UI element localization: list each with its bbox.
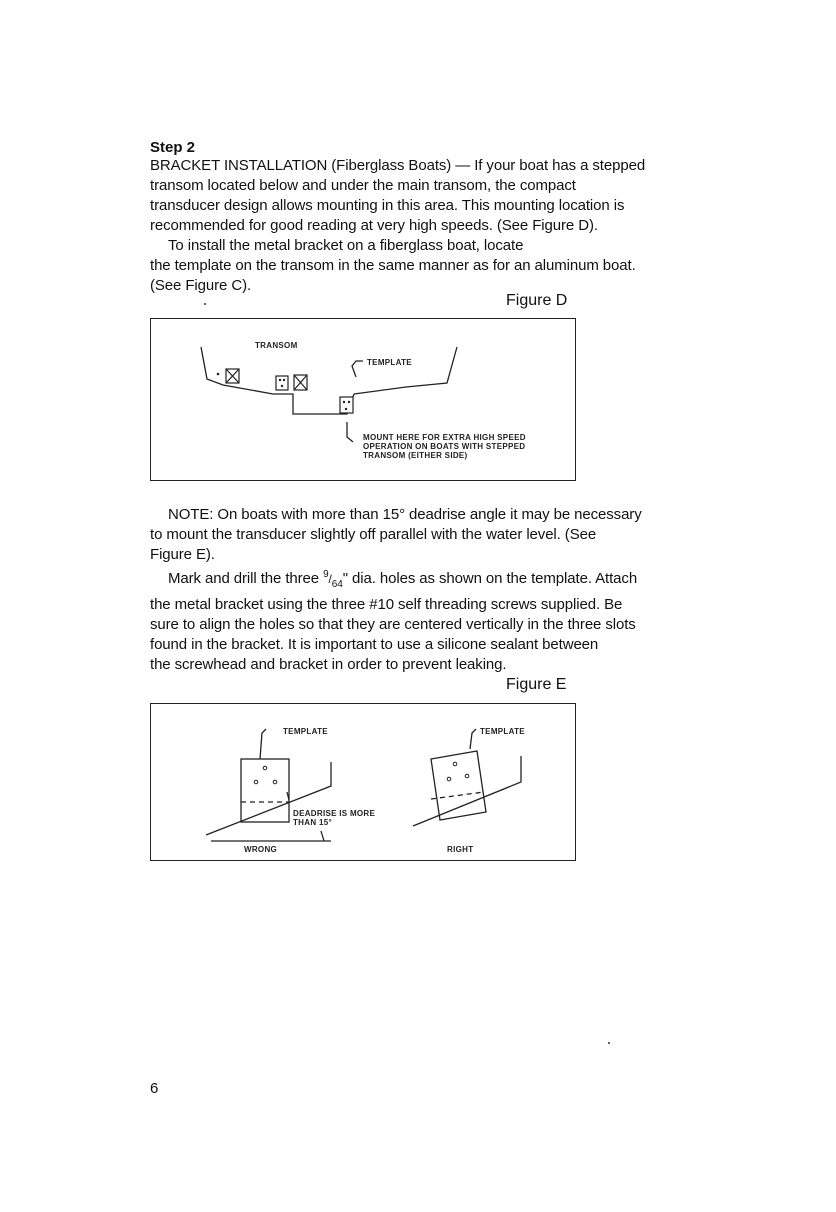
paragraph-line: the screwhead and bracket in order to prevent leaking. — [150, 656, 507, 673]
fraction-denominator: 64 — [331, 579, 343, 590]
template-label: TEMPLATE — [367, 358, 412, 367]
deadrise-label: DEADRISE IS MORE — [293, 809, 376, 818]
paragraph-line: found in the bracket. It is important to use a silicone sealant between — [150, 636, 599, 653]
paragraph-line: To install the metal bracket on a fiberglass boat, locate — [168, 237, 524, 254]
deadrise-label: THAN 15° — [293, 818, 332, 827]
template-box — [276, 376, 288, 390]
template-leader — [352, 361, 363, 377]
stray-dot — [204, 303, 206, 305]
paragraph-line: transom located below and under the main transom, the compact — [150, 177, 576, 194]
mount-note-line: OPERATION ON BOATS WITH STEPPED — [363, 442, 526, 451]
left-template-label: TEMPLATE — [283, 727, 328, 736]
figure-d — [150, 318, 576, 481]
right-template — [431, 751, 486, 820]
paragraph-line: Mark and drill the three $^9/_{64}$" dia. holes as shown on the template. Attach — [168, 569, 638, 590]
template-box — [340, 397, 353, 413]
fraction-numerator: 9 — [323, 569, 329, 580]
figure-e — [150, 703, 576, 861]
paragraph-line: Figure E). — [150, 546, 215, 563]
right-label: RIGHT — [447, 845, 474, 854]
mount-leader — [347, 422, 353, 442]
paragraph-line: (See Figure C). — [150, 277, 252, 294]
figure-e-caption: Figure E — [506, 676, 567, 693]
paragraph-line: the metal bracket using the three #10 self threading screws supplied. Be — [150, 596, 623, 613]
step-heading: Step 2 — [150, 139, 196, 156]
right-template-leader — [470, 729, 476, 749]
paragraph-bracket-installation — [150, 156, 720, 296]
paragraph-line: sure to align the holes so that they are centered vertically in the three slots — [150, 616, 636, 633]
text-segment: Mark and drill the three — [168, 570, 324, 587]
deadrise-leader — [321, 831, 324, 841]
paragraph-note — [150, 505, 720, 675]
figure-e-diagram — [151, 704, 577, 862]
figure-d-diagram — [151, 319, 577, 482]
stray-dot — [608, 1042, 610, 1044]
wrong-label: WRONG — [244, 845, 278, 854]
paragraph-line: NOTE: On boats with more than 15° deadrise angle it may be necessary — [168, 506, 642, 523]
paragraph-line: recommended for good reading at very high speeds. (See Figure D). — [150, 217, 598, 234]
left-template-leader — [260, 729, 266, 759]
paragraph-line: BRACKET INSTALLATION (Fiberglass Boats) — If your boat has a stepped — [150, 157, 646, 174]
page-number: 6 — [150, 1080, 159, 1097]
transom-label: TRANSOM — [255, 341, 298, 350]
mount-note-line: MOUNT HERE FOR EXTRA HIGH SPEED — [363, 433, 526, 442]
text-segment: " dia. holes as shown on the template. Attach — [342, 570, 638, 587]
paragraph-line: to mount the transducer slightly off parallel with the water level. (See — [150, 526, 597, 543]
mount-note-line: TRANSOM (EITHER SIDE) — [363, 451, 468, 460]
hull-right-line — [354, 347, 457, 394]
paragraph-line: transducer design allows mounting in this area. This mounting location is — [150, 197, 625, 214]
paragraph-line: the template on the transom in the same manner as for an aluminum boat. — [150, 257, 636, 274]
right-template-label: TEMPLATE — [480, 727, 525, 736]
figure-d-caption: Figure D — [506, 292, 568, 309]
